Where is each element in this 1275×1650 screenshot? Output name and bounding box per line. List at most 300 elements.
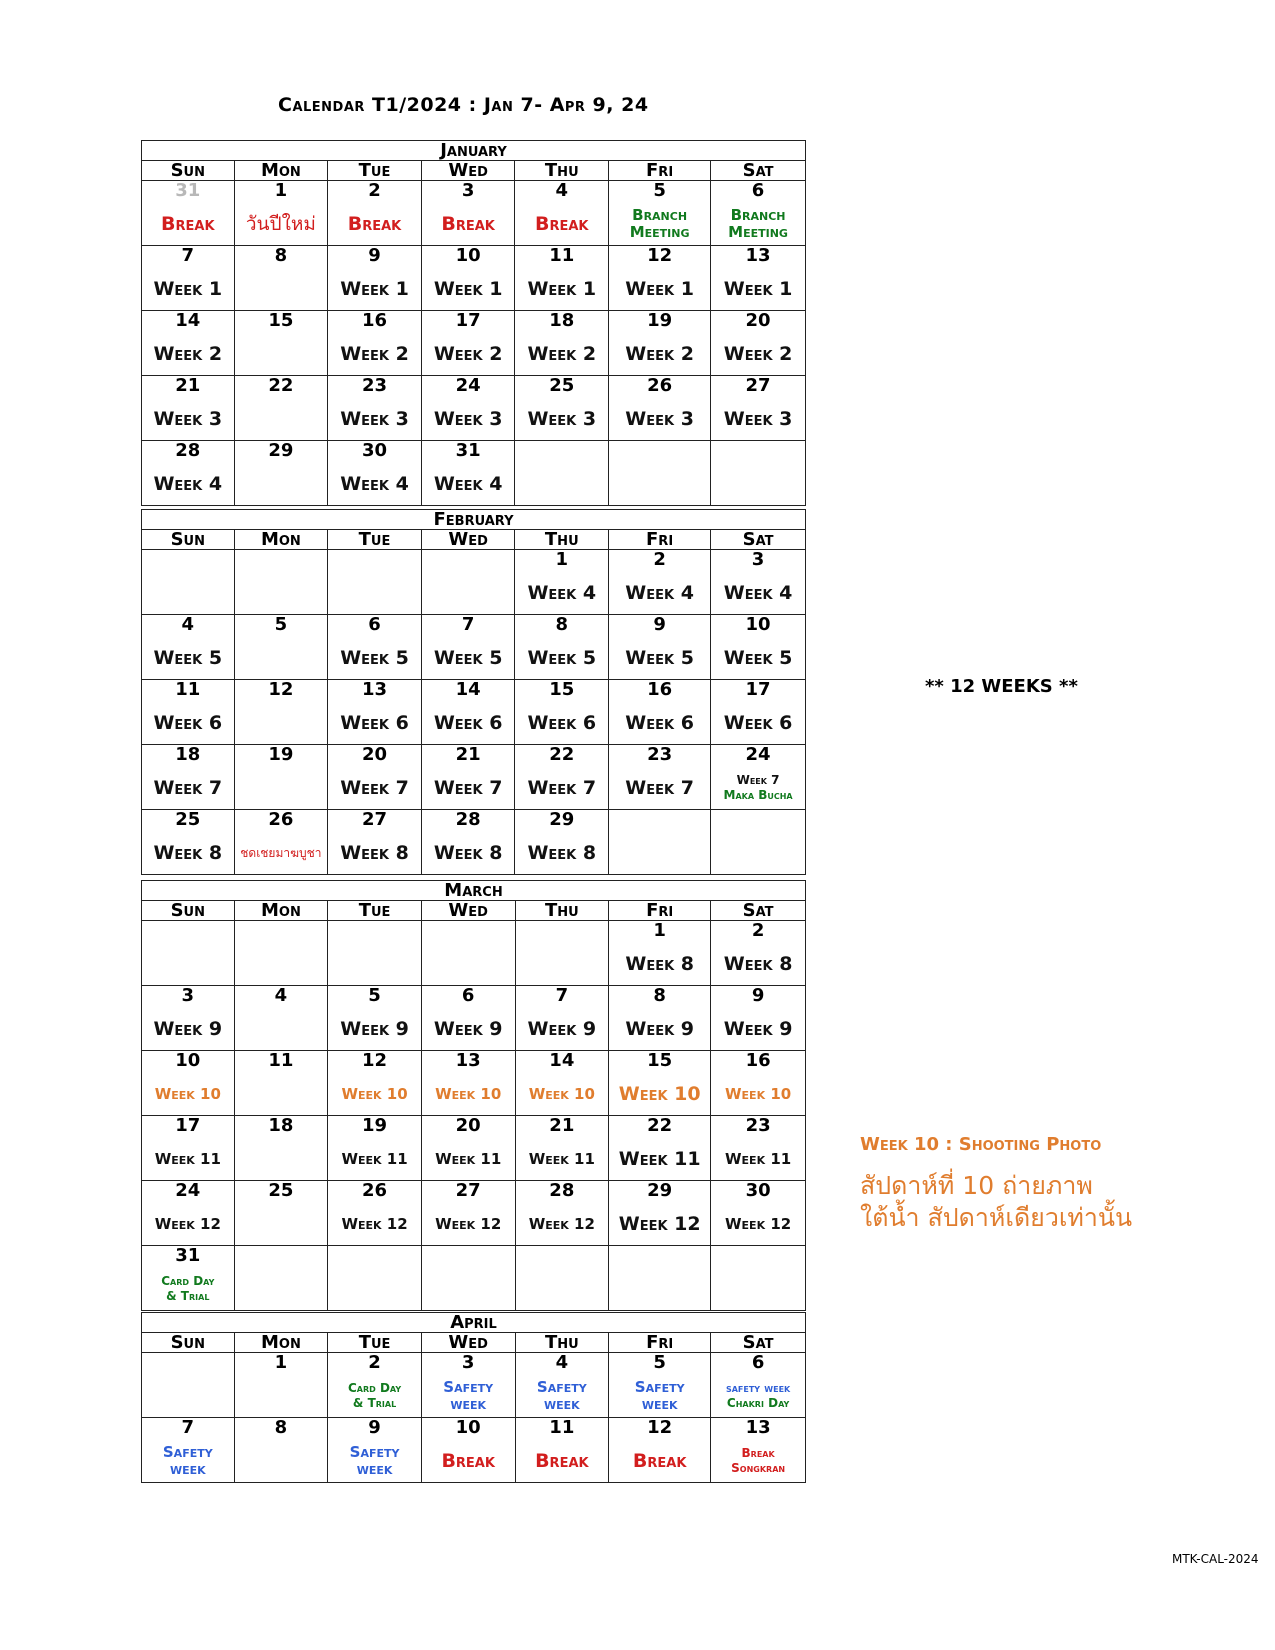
day-number: 19 xyxy=(268,744,294,765)
day-cell xyxy=(711,1353,806,1418)
day-cell xyxy=(421,810,515,875)
day-number: 18 xyxy=(268,1115,294,1136)
day-number: 13 xyxy=(745,1417,771,1438)
day-cell xyxy=(711,550,806,615)
day-number: 22 xyxy=(268,375,294,396)
week-row xyxy=(142,311,806,376)
day-number: 20 xyxy=(361,744,388,765)
day-event-label: Safety xyxy=(349,1443,400,1461)
day-number xyxy=(711,441,805,460)
day-event xyxy=(142,463,234,505)
month-title: February xyxy=(142,510,806,530)
day-event-label: Week 9 xyxy=(527,1018,597,1040)
week-row xyxy=(142,1181,806,1246)
day-event xyxy=(516,1203,609,1245)
day-event xyxy=(609,572,710,614)
day-number xyxy=(609,810,710,829)
day-cell xyxy=(515,680,609,745)
day-event xyxy=(609,943,710,985)
day-number: 6 xyxy=(461,985,475,1006)
day-event-label: Week 4 xyxy=(340,473,409,495)
day-number: 8 xyxy=(274,1417,288,1438)
month-calendar-0 xyxy=(141,140,806,506)
day-number: 6 xyxy=(751,180,765,201)
day-cell xyxy=(609,376,711,441)
day-event xyxy=(609,1008,710,1050)
day-event-label: Week 1 xyxy=(340,278,409,300)
day-number: 7 xyxy=(181,1417,195,1438)
day-event xyxy=(711,268,805,310)
day-event xyxy=(515,637,608,679)
day-event xyxy=(328,1375,421,1417)
day-event xyxy=(142,637,234,679)
week-row xyxy=(142,921,806,986)
day-event-label: Week 5 xyxy=(723,647,793,669)
day-cell xyxy=(142,1181,235,1246)
day-number: 22 xyxy=(549,744,575,765)
day-cell xyxy=(142,1116,235,1181)
day-cell xyxy=(609,1051,711,1116)
day-number: 1 xyxy=(653,920,666,941)
day-event-label: Week 11 xyxy=(725,1149,792,1168)
day-event xyxy=(142,767,234,809)
day-cell xyxy=(711,810,806,875)
day-event-label: Week 6 xyxy=(723,712,793,734)
day-of-week-header: Sat xyxy=(711,161,806,181)
day-event xyxy=(609,702,710,744)
day-event xyxy=(422,1375,515,1417)
day-cell xyxy=(234,1246,328,1311)
day-cell xyxy=(234,1353,328,1418)
day-of-week-header: Fri xyxy=(609,161,711,181)
day-number: 8 xyxy=(653,985,666,1006)
day-event-label: Week 4 xyxy=(433,473,503,495)
day-cell xyxy=(711,1418,806,1483)
day-of-week-header: Mon xyxy=(234,901,328,921)
day-event xyxy=(328,702,421,744)
day-of-week-header: Mon xyxy=(234,530,328,550)
day-cell xyxy=(142,986,235,1051)
day-cell xyxy=(711,181,806,246)
day-of-week-header: Tue xyxy=(328,901,422,921)
day-event-label: Week 9 xyxy=(340,1018,409,1040)
day-event xyxy=(142,203,234,245)
day-cell xyxy=(711,246,806,311)
day-event xyxy=(328,1203,421,1245)
day-cell xyxy=(142,1051,235,1116)
day-event-label: Break xyxy=(441,213,495,235)
day-event xyxy=(328,1008,421,1050)
day-number xyxy=(142,921,234,940)
day-event xyxy=(422,1008,515,1050)
day-cell xyxy=(328,181,422,246)
day-event-label: Week 2 xyxy=(723,343,793,365)
day-cell xyxy=(234,1418,328,1483)
week-row xyxy=(142,810,806,875)
day-number: 19 xyxy=(647,310,673,331)
day-event xyxy=(516,1073,609,1115)
day-of-week-header: Mon xyxy=(234,161,328,181)
day-event-label: Week 1 xyxy=(527,278,597,300)
day-event xyxy=(328,268,421,310)
day-event xyxy=(142,1008,234,1050)
day-number: 9 xyxy=(368,1417,381,1438)
day-event xyxy=(711,702,805,744)
day-cell xyxy=(234,1116,328,1181)
day-event xyxy=(609,1203,710,1245)
day-of-week-header: Thu xyxy=(515,901,609,921)
day-number xyxy=(328,921,421,940)
day-event xyxy=(711,572,805,614)
day-event-label: Break xyxy=(535,1450,589,1472)
day-number: 2 xyxy=(653,549,666,570)
day-cell xyxy=(328,1246,422,1311)
week-row xyxy=(142,1116,806,1181)
day-event-label: Week 11 xyxy=(154,1149,221,1168)
day-number: 31 xyxy=(175,180,201,201)
day-event-label: Week 12 xyxy=(528,1214,595,1233)
day-cell xyxy=(711,1246,806,1311)
day-cell xyxy=(515,986,609,1051)
day-event-label: Card Day xyxy=(347,1381,402,1395)
day-event xyxy=(235,832,328,874)
day-cell xyxy=(515,1418,609,1483)
day-number xyxy=(609,1246,710,1265)
day-number xyxy=(609,441,710,460)
day-event-label: Week 12 xyxy=(725,1214,792,1233)
day-event-label: Break xyxy=(347,213,402,235)
day-event xyxy=(609,1138,710,1180)
day-event xyxy=(328,203,421,245)
day-cell xyxy=(421,550,515,615)
day-number: 23 xyxy=(745,1115,771,1136)
day-number: 27 xyxy=(455,1180,481,1201)
day-cell xyxy=(609,311,711,376)
day-cell xyxy=(515,181,609,246)
day-cell xyxy=(234,680,328,745)
day-event xyxy=(515,268,608,310)
day-event xyxy=(516,1138,609,1180)
day-event-label: Week 7 xyxy=(433,777,503,799)
day-cell xyxy=(234,986,328,1051)
day-event xyxy=(142,1073,234,1115)
day-cell xyxy=(711,1116,806,1181)
day-number: 26 xyxy=(268,809,294,830)
day-of-week-header: Fri xyxy=(609,530,711,550)
day-number: 3 xyxy=(461,180,475,201)
day-cell xyxy=(515,311,609,376)
day-cell xyxy=(328,246,422,311)
day-of-week-header: Sun xyxy=(142,1333,235,1353)
day-event-label: Week 8 xyxy=(527,842,597,864)
month-title: April xyxy=(142,1313,806,1333)
day-of-week-header: Tue xyxy=(328,161,422,181)
day-cell xyxy=(142,181,235,246)
day-event xyxy=(422,832,515,874)
day-event-label: Week 11 xyxy=(528,1149,595,1168)
day-cell xyxy=(515,1246,609,1311)
day-number: 14 xyxy=(549,1050,575,1071)
day-cell xyxy=(142,745,235,810)
day-cell xyxy=(234,1181,328,1246)
day-number: 25 xyxy=(549,375,575,396)
day-cell xyxy=(421,1051,515,1116)
day-event xyxy=(711,1138,805,1180)
month-calendar-2 xyxy=(141,880,806,1311)
day-cell xyxy=(421,311,515,376)
day-number xyxy=(515,441,608,460)
day-event-label: Week 8 xyxy=(153,842,223,864)
day-event xyxy=(422,1073,515,1115)
day-cell xyxy=(234,810,328,875)
day-of-week-header: Sat xyxy=(711,1333,806,1353)
day-event-label: Week 2 xyxy=(625,343,694,365)
day-event xyxy=(328,832,421,874)
day-cell xyxy=(328,1353,422,1418)
day-event-label: Week 7 xyxy=(625,777,694,799)
day-event-label: Week 4 xyxy=(153,473,223,495)
day-event-label: Week 9 xyxy=(723,1018,793,1040)
day-cell xyxy=(711,1181,806,1246)
day-number: 11 xyxy=(549,1417,575,1438)
day-number: 10 xyxy=(175,1050,201,1071)
day-number: 29 xyxy=(647,1180,673,1201)
day-event-label: safety week xyxy=(725,1381,791,1395)
day-event-label: Branch Meeting xyxy=(728,206,788,241)
day-event-label: Break xyxy=(741,1446,775,1460)
day-event xyxy=(609,637,710,679)
day-cell xyxy=(609,615,711,680)
day-event xyxy=(422,203,515,245)
day-cell xyxy=(515,615,609,680)
day-of-week-header: Sat xyxy=(711,901,806,921)
day-event xyxy=(422,1440,515,1482)
day-cell xyxy=(234,1051,328,1116)
weeks-total-note: ** 12 WEEKS ** xyxy=(925,676,1078,697)
day-of-week-header: Sun xyxy=(142,161,235,181)
day-number: 24 xyxy=(175,1180,201,1201)
week-row xyxy=(142,680,806,745)
day-event xyxy=(422,398,515,440)
day-cell xyxy=(328,1181,422,1246)
day-cell xyxy=(142,1418,235,1483)
day-event-label: Week 12 xyxy=(618,1213,701,1235)
day-number xyxy=(422,550,515,569)
day-number: 29 xyxy=(549,809,575,830)
day-event xyxy=(422,767,515,809)
day-event-label: Week 1 xyxy=(433,278,503,300)
day-event-label: Week 7 xyxy=(527,777,597,799)
day-event-label: Week 4 xyxy=(625,582,694,604)
day-of-week-header: Tue xyxy=(328,1333,422,1353)
day-number: 12 xyxy=(647,245,673,266)
day-event xyxy=(515,832,608,874)
day-event-label: Week 4 xyxy=(527,582,597,604)
day-cell xyxy=(328,680,422,745)
month-title: March xyxy=(142,881,806,901)
day-event-label: Week 7 xyxy=(340,777,409,799)
day-number: 24 xyxy=(745,744,771,765)
day-number: 16 xyxy=(361,310,388,331)
day-event xyxy=(609,333,710,375)
day-cell xyxy=(328,1418,422,1483)
day-cell xyxy=(234,181,328,246)
day-cell xyxy=(328,615,422,680)
day-number: 13 xyxy=(745,245,771,266)
day-number: 31 xyxy=(175,1245,201,1266)
day-event-label: Week 5 xyxy=(527,647,597,669)
day-cell xyxy=(234,745,328,810)
day-event-label: Card Day xyxy=(161,1274,215,1288)
day-cell xyxy=(421,921,515,986)
day-number: 30 xyxy=(745,1180,771,1201)
day-event xyxy=(609,1073,710,1115)
day-event-label-secondary: Songkran xyxy=(731,1461,786,1475)
day-of-week-header: Wed xyxy=(421,1333,515,1353)
day-event-label: Safety xyxy=(536,1378,587,1396)
day-event xyxy=(711,398,805,440)
day-cell xyxy=(142,1353,235,1418)
day-number xyxy=(142,1353,234,1372)
day-cell xyxy=(609,986,711,1051)
day-event-label: Week 12 xyxy=(435,1214,502,1233)
day-cell xyxy=(515,810,609,875)
day-cell xyxy=(609,1353,711,1418)
day-event-label: Week 6 xyxy=(340,712,409,734)
day-cell xyxy=(609,550,711,615)
day-event-label: Week 1 xyxy=(723,278,793,300)
day-cell xyxy=(609,441,711,506)
day-event-label: Week 12 xyxy=(341,1214,408,1233)
day-of-week-header: Tue xyxy=(328,530,422,550)
day-event xyxy=(328,398,421,440)
day-cell xyxy=(421,1418,515,1483)
day-cell xyxy=(711,441,806,506)
day-event xyxy=(142,1138,234,1180)
day-event xyxy=(142,398,234,440)
day-cell xyxy=(421,246,515,311)
day-number: 3 xyxy=(751,549,765,570)
day-cell xyxy=(142,810,235,875)
day-number: 14 xyxy=(455,679,481,700)
day-event xyxy=(328,637,421,679)
day-cell xyxy=(711,376,806,441)
day-number: 27 xyxy=(745,375,771,396)
day-cell xyxy=(142,311,235,376)
day-event xyxy=(235,203,328,245)
week10-thai-line1: สัปดาห์ที่ 10 ถ่ายภาพ xyxy=(860,1171,1093,1200)
day-event-label: Week 1 xyxy=(153,278,223,300)
week-row xyxy=(142,1051,806,1116)
day-of-week-header: Wed xyxy=(421,161,515,181)
day-number: 2 xyxy=(751,920,765,941)
day-event xyxy=(328,463,421,505)
day-cell xyxy=(328,810,422,875)
day-cell xyxy=(142,246,235,311)
day-number: 11 xyxy=(175,679,201,700)
day-event-label: Week 11 xyxy=(435,1149,502,1168)
day-of-week-header: Thu xyxy=(515,161,609,181)
day-number: 7 xyxy=(461,614,475,635)
day-of-week-header: Wed xyxy=(421,530,515,550)
day-cell xyxy=(328,376,422,441)
day-event xyxy=(142,1268,234,1310)
day-number xyxy=(328,550,421,569)
day-number: 29 xyxy=(268,440,294,461)
document-code: MTK-CAL-2024 xyxy=(1172,1552,1259,1566)
day-event-label: Safety xyxy=(634,1378,685,1396)
day-number: 15 xyxy=(268,310,294,331)
day-event xyxy=(422,1138,515,1180)
day-cell xyxy=(328,921,422,986)
day-number: 4 xyxy=(555,180,569,201)
day-number: 4 xyxy=(181,614,195,635)
day-number: 5 xyxy=(368,985,381,1006)
day-number xyxy=(516,1246,609,1265)
day-event xyxy=(711,203,805,245)
day-event xyxy=(515,333,608,375)
page-title: Calendar T1/2024 : Jan 7- Apr 9, 24 xyxy=(278,94,649,116)
day-number: 4 xyxy=(274,985,288,1006)
day-number: 26 xyxy=(647,375,673,396)
day-number: 1 xyxy=(555,549,569,570)
day-event-label: Week 6 xyxy=(153,712,223,734)
day-event-label: Week 5 xyxy=(340,647,409,669)
day-event-label: Week 9 xyxy=(625,1018,694,1040)
day-cell xyxy=(711,680,806,745)
day-cell xyxy=(515,376,609,441)
day-cell xyxy=(711,615,806,680)
day-of-week-header: Thu xyxy=(515,1333,609,1353)
day-cell xyxy=(609,246,711,311)
day-event-label-secondary: Maka Bucha xyxy=(723,788,793,802)
day-cell xyxy=(421,986,515,1051)
day-number: 13 xyxy=(455,1050,481,1071)
day-number: 28 xyxy=(455,809,481,830)
day-number xyxy=(516,921,609,940)
day-number: 23 xyxy=(647,744,673,765)
day-number: 12 xyxy=(362,1050,388,1071)
week-row xyxy=(142,1353,806,1418)
day-event-label-secondary: week xyxy=(450,1395,487,1413)
day-event-label: Week 2 xyxy=(433,343,503,365)
day-of-week-header: Fri xyxy=(609,901,711,921)
day-event xyxy=(328,333,421,375)
day-event-label: Week 3 xyxy=(723,408,793,430)
day-event xyxy=(515,767,608,809)
day-event xyxy=(711,1203,805,1245)
day-cell xyxy=(142,615,235,680)
day-number: 9 xyxy=(653,614,666,635)
day-number: 14 xyxy=(175,310,201,331)
day-number: 20 xyxy=(745,310,771,331)
day-event xyxy=(328,1073,421,1115)
day-number: 15 xyxy=(549,679,575,700)
day-number: 19 xyxy=(362,1115,388,1136)
day-of-week-header: Fri xyxy=(609,1333,711,1353)
day-cell xyxy=(421,376,515,441)
day-cell xyxy=(711,1051,806,1116)
day-number: 10 xyxy=(745,614,771,635)
day-cell xyxy=(515,1181,609,1246)
day-cell xyxy=(609,921,711,986)
day-event xyxy=(711,1008,805,1050)
day-event xyxy=(515,702,608,744)
day-event-label: Week 9 xyxy=(433,1018,503,1040)
day-number: 12 xyxy=(268,679,294,700)
day-cell xyxy=(421,1116,515,1181)
day-number: 5 xyxy=(274,614,288,635)
